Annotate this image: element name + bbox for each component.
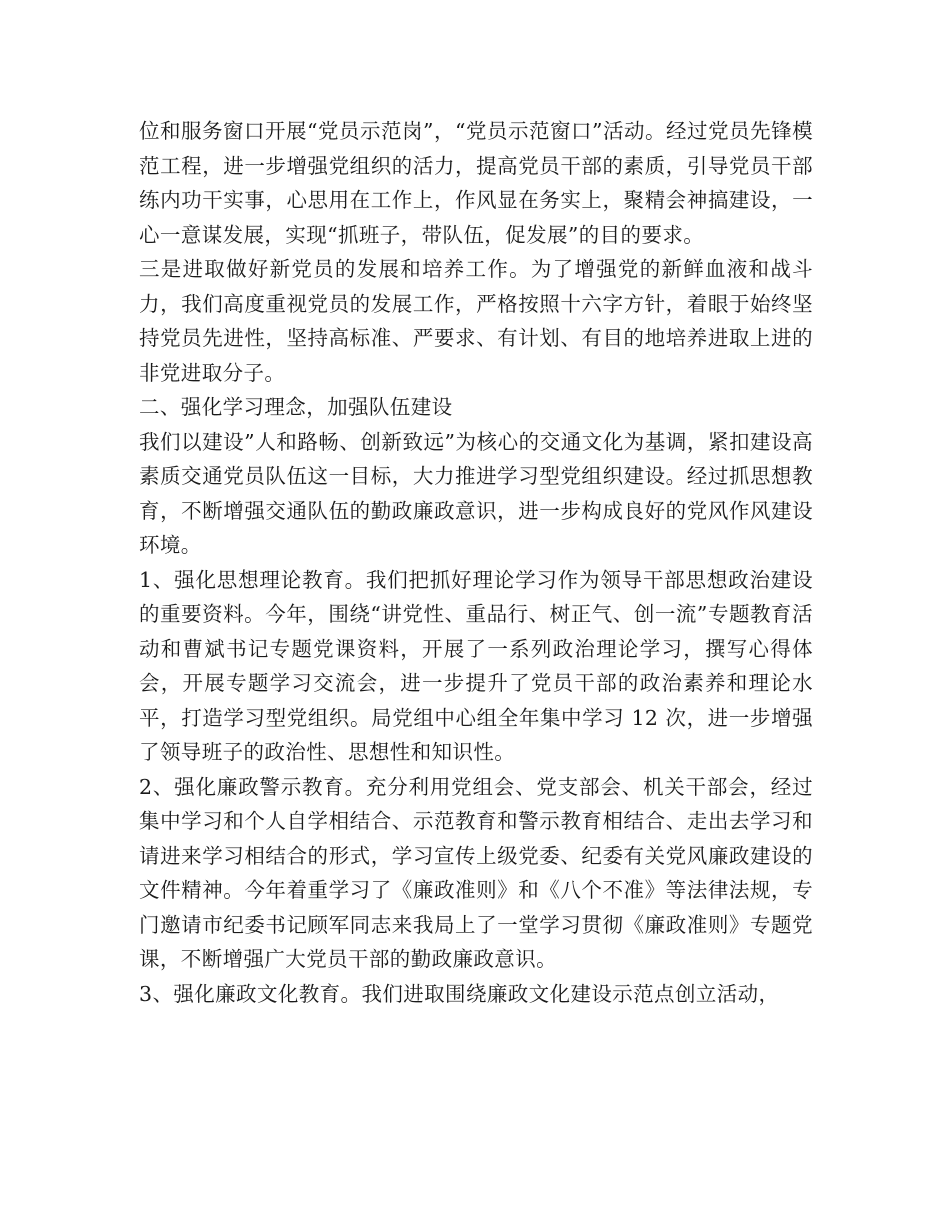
section-heading-learning: 二、强化学习理念，加强队伍建设 xyxy=(139,395,453,419)
paragraph-new-member-development: 三是进取做好新党员的发展和培养工作。为了增强党的新鲜血液和战斗力，我们高度重视党员的发展工作，严格按照十六字方针，着眼于始终坚持党员先进性，坚持高标准、严要求、有计划、有目的地培养进取上进的非党进取分子。 xyxy=(139,257,813,385)
paragraph-theory-education: 1、强化思想理论教育。我们把抓好理论学习作为领导干部思想政治建设的重要资料。今年，围绕“讲党性、重品行、树正气、创一流”专题教育活动和曹斌书记专题党课资料，开展了一系列政治理论学习，撰写心得体会，开展专题学习交流会，进一步提升了党员干部的政治素养和理论水平，打造学习型党组织。局党组中心组全年集中学习 12 次，进一步增强了领导班子的政治性、思想性和知识性。 xyxy=(139,567,813,764)
paragraph-learning-organization: 我们以建设”人和路畅、创新致远”为核心的交通文化为基调，紧扣建设高素质交通党员队伍这一目标，大力推进学习型党组织建设。经过抓思想教育，不断增强交通队伍的勤政廉政意识，进一步构成良好的党风作风建设环境。 xyxy=(139,429,813,557)
document-body xyxy=(139,114,813,1011)
paragraph-party-member-model: 位和服务窗口开展“党员示范岗”，“党员示范窗口”活动。经过党员先锋模范工程，进一步增强党组织的活力，提高党员干部的素质，引导党员干部练内功干实事，心思用在工作上，作风显在务实上，聚精会神搞建设，一心一意谋发展，实现“抓班子，带队伍，促发展”的目的要求。 xyxy=(139,119,813,247)
paragraph-warning-education: 2、强化廉政警示教育。充分利用党组会、党支部会、机关干部会，经过集中学习和个人自学相结合、示范教育和警示教育相结合、走出去学习和请进来学习相结合的形式，学习宣传上级党委、纪委有关党风廉政建设的文件精神。今年着重学习了《廉政准则》和《八个不准》等法律法规，专门邀请市纪委书记顾军同志来我局上了一堂学习贯彻《廉政准则》专题党课，不断增强广大党员干部的勤政廉政意识。 xyxy=(139,774,813,971)
paragraph-culture-education: 3、强化廉政文化教育。我们进取围绕廉政文化建设示范点创立活动， xyxy=(139,981,780,1006)
